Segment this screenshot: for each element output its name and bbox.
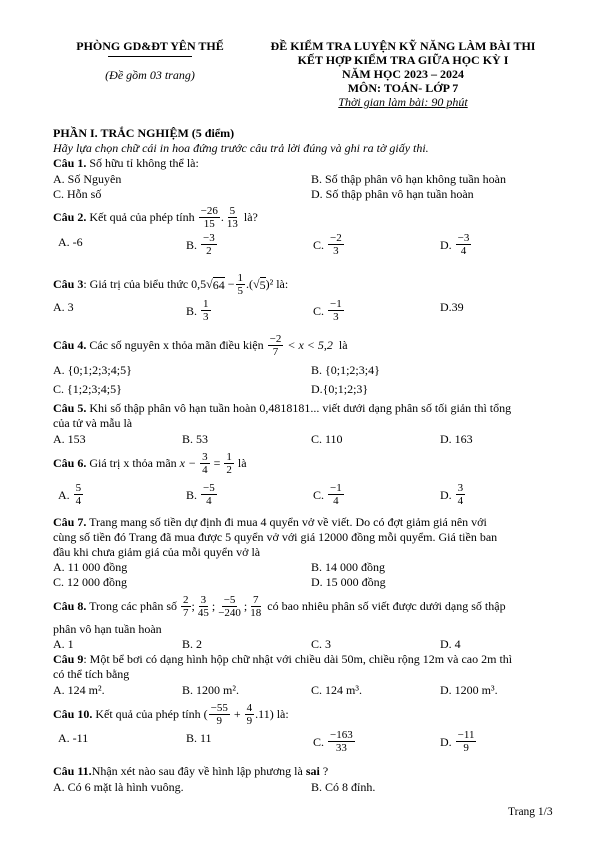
- department-name: PHÒNG GD&ĐT YÊN THẾ: [76, 39, 224, 53]
- q11-option-b: B. Có 8 đỉnh.: [311, 780, 376, 794]
- question-5: [53, 401, 511, 415]
- fraction: $\frac{3}{4}$: [202, 450, 208, 476]
- emphasis-word: sai: [305, 764, 320, 778]
- q4-option-b: B. {0;1;2;3;4}: [311, 363, 380, 377]
- fraction: $\frac{-55}{9}$: [210, 701, 228, 727]
- q1-option-d: D. Số thập phân vô hạn tuần hoàn: [311, 187, 474, 201]
- q1-option-b: B. Số thập phân vô hạn không tuần hoàn: [311, 172, 506, 186]
- q6-option-b: B. $\frac{-5}{4}$: [186, 482, 215, 507]
- fraction: $\frac{-2}{7}$: [269, 332, 282, 358]
- section-instruction: Hãy lựa chọn chữ cái in hoa đứng trước câu trả lời đúng và ghi ra tờ giấy thi.: [53, 141, 429, 155]
- section-title: PHẦN I. TRẮC NGHIỆM (5 điểm): [53, 126, 235, 140]
- question-label: Câu 8.: [53, 599, 87, 613]
- question-label: Câu 1.: [53, 156, 87, 170]
- question-text: Kết quả của phép tính (: [92, 707, 208, 721]
- q11-option-a: A. Có 6 mặt là hình vuông.: [53, 780, 184, 794]
- question-text: Kết quả của phép tính: [86, 210, 198, 224]
- question-label: Câu 4.: [53, 338, 87, 352]
- fraction: $\frac{-26}{15}$: [200, 204, 218, 230]
- q6-option-a: A. $\frac{5}{4}$: [58, 482, 82, 507]
- page-number: Trang 1/3: [508, 806, 553, 818]
- question-text: Khi số thập phân vô hạn tuần hoàn 0,4818181... viết dưới dạng phân số tối giản thì tổng: [86, 401, 512, 415]
- q3-option-b: B. $\frac{1}{3}$: [186, 298, 209, 323]
- subject: MÔN: TOÁN- LỚP 7: [347, 81, 459, 95]
- q10-option-a: A. -11: [58, 731, 89, 745]
- q9-option-d: D. 1200 m³.: [440, 683, 498, 697]
- fraction: $\frac{5}{13}$: [226, 204, 238, 230]
- question-3: Câu 3 : Giá trị của biểu thức 0,5 √ 64 − $\frac{1}{5}$ .(√ 5 )² là:: [53, 271, 289, 297]
- question-text: : Một bể bơi có dạng hình hộp chữ nhật với chiều dài 50m, chiều rộng 12m và cao 2m thì: [83, 652, 513, 666]
- fraction: $\frac{1}{2}$: [226, 450, 232, 476]
- q9-option-a: A. 124 m².: [53, 683, 105, 697]
- q6-option-c: C. $\frac{-1}{4}$: [313, 482, 342, 507]
- question-label: Câu 9: [53, 652, 84, 666]
- q5-option-c: C. 110: [311, 432, 343, 446]
- question-label: Câu 3: [53, 277, 84, 291]
- q7-option-b: B. 14 000 đồng: [311, 560, 386, 574]
- q5-option-a: A. 153: [53, 432, 86, 446]
- q7-option-a: A. 11 000 đồng: [53, 560, 128, 574]
- question-label: Câu 5.: [53, 401, 87, 415]
- q3-option-d: D.39: [440, 300, 464, 314]
- q3-option-a: A. 3: [53, 300, 74, 314]
- q4-option-d: D.{0;1;2;3}: [311, 382, 369, 396]
- time-limit: Thời gian làm bài: 90 phút: [338, 95, 468, 109]
- q6-option-d: D. $\frac{3}{4}$: [440, 482, 464, 507]
- question-label: Câu 6.: [53, 456, 87, 470]
- fraction: $\frac{2}{7}$: [183, 593, 189, 619]
- question-11: Câu 11.Nhận xét nào sau đây về hình lập phương là sai ?: [53, 764, 329, 778]
- question-text: Giá trị x thỏa mãn: [86, 456, 180, 470]
- question-5-cont: của tử và mẫu là: [53, 416, 133, 430]
- fraction: $\frac{7}{18}$: [250, 593, 262, 619]
- q8-option-d: D. 4: [440, 637, 461, 651]
- question-8: Câu 8. Trong các phân số $\frac{2}{7}$ ; $\frac{3}{45}$ ; $\frac{-5}{-240}$ ; $\frac{7}{18}$ có bao nhiêu phân số viết được dưới dạng số thập: [53, 593, 506, 619]
- school-year: NĂM HỌC 2023 – 2024: [342, 67, 464, 81]
- q1-option-c: C. Hỗn số: [53, 187, 102, 201]
- q7-option-c: C. 12 000 đồng: [53, 575, 128, 589]
- q10-option-d: D. $\frac{-11}{9}$: [440, 729, 475, 754]
- fraction: $\frac{1}{5}$: [237, 271, 244, 297]
- question-label: Câu 2.: [53, 210, 87, 224]
- question-1: [53, 156, 199, 170]
- q1-option-a: A. Số Nguyên: [53, 172, 122, 186]
- q2-option-c: C. $\frac{-2}{3}$: [313, 232, 342, 257]
- question-7-cont-1: cùng số tiền đó Trang đã mua được 5 quyển vở với giá 12000 đồng mỗi quyểm. Giá tiền ban: [53, 530, 498, 544]
- question-text: Số hữu tỉ không thể là:: [86, 156, 199, 170]
- fraction: $\frac{3}{45}$: [197, 593, 209, 619]
- q9-option-b: B. 1200 m².: [182, 683, 239, 697]
- question-text: Các số nguyên x thỏa mãn điều kiện: [86, 338, 267, 352]
- question-label: Câu 7.: [53, 515, 87, 529]
- q8-option-b: B. 2: [182, 637, 203, 651]
- q5-option-d: D. 163: [440, 432, 473, 446]
- fraction: $\frac{-5}{-240}$: [218, 593, 241, 619]
- q10-option-b: B. 11: [186, 731, 212, 745]
- question-label: Câu 11.: [53, 764, 92, 778]
- page-count-note: (Đề gồm 03 trang): [105, 68, 195, 82]
- q10-option-c: C. $\frac{-163}{33}$: [313, 729, 353, 754]
- question-10: Câu 10. Kết quả của phép tính ( $\frac{-55}{9}$ + $\frac{4}{9}$ .11) là:: [53, 701, 289, 727]
- exam-title-line2: KẾT HỢP KIỂM TRA GIỮA HỌC KỲ I: [297, 53, 509, 67]
- question-7-cont-2: đầu khi chưa giảm giá của mỗi quyển vở là: [53, 545, 261, 559]
- q4-option-c: C. {1;2;3;4;5}: [53, 382, 122, 396]
- q9-option-c: C. 124 m³.: [311, 683, 362, 697]
- q2-option-a: A. -6: [58, 235, 83, 249]
- question-4: Câu 4. Các số nguyên x thỏa mãn điều kiện $\frac{-2}{7}$ < x < 5,2 là: [53, 332, 348, 358]
- q3-option-c: C. $\frac{-1}{3}$: [313, 298, 342, 323]
- q5-option-b: B. 53: [182, 432, 209, 446]
- q7-option-d: D. 15 000 đồng: [311, 575, 386, 589]
- question-text: Trang mang số tiền dự định đi mua 4 quyển vở về viết. Do có đợt giảm giá nên với: [86, 515, 487, 529]
- question-label: Câu 10.: [53, 707, 93, 721]
- question-7: [53, 515, 487, 529]
- question-2: Câu 2. Kết quả của phép tính $\frac{-26}{15}$ . $\frac{5}{13}$ là?: [53, 204, 258, 230]
- question-text: Trong các phân số: [86, 599, 181, 613]
- fraction: $\frac{4}{9}$: [246, 701, 253, 727]
- question-8-cont: phân vô hạn tuần hoàn: [53, 622, 162, 636]
- exam-title-line1: ĐỀ KIỂM TRA LUYỆN KỸ NĂNG LÀM BÀI THI: [270, 39, 536, 53]
- q2-option-b: B. $\frac{-3}{2}$: [186, 232, 215, 257]
- q8-option-c: C. 3: [311, 637, 332, 651]
- question-9: [53, 652, 512, 666]
- q8-option-a: A. 1: [53, 637, 74, 651]
- q4-option-a: A. {0;1;2;3;4;5}: [53, 363, 132, 377]
- q2-option-d: D. $\frac{-3}{4}$: [440, 232, 470, 257]
- header-divider: [108, 56, 192, 57]
- question-text: Nhận xét nào sau đây về hình lập phương là: [91, 764, 306, 778]
- question-9-cont: có thể tích bằng: [53, 667, 130, 681]
- question-6: Câu 6. Giá trị x thỏa mãn x − $\frac{3}{4}$ = $\frac{1}{2}$ là: [53, 450, 247, 476]
- question-text: : Giá trị của biểu thức: [83, 277, 192, 291]
